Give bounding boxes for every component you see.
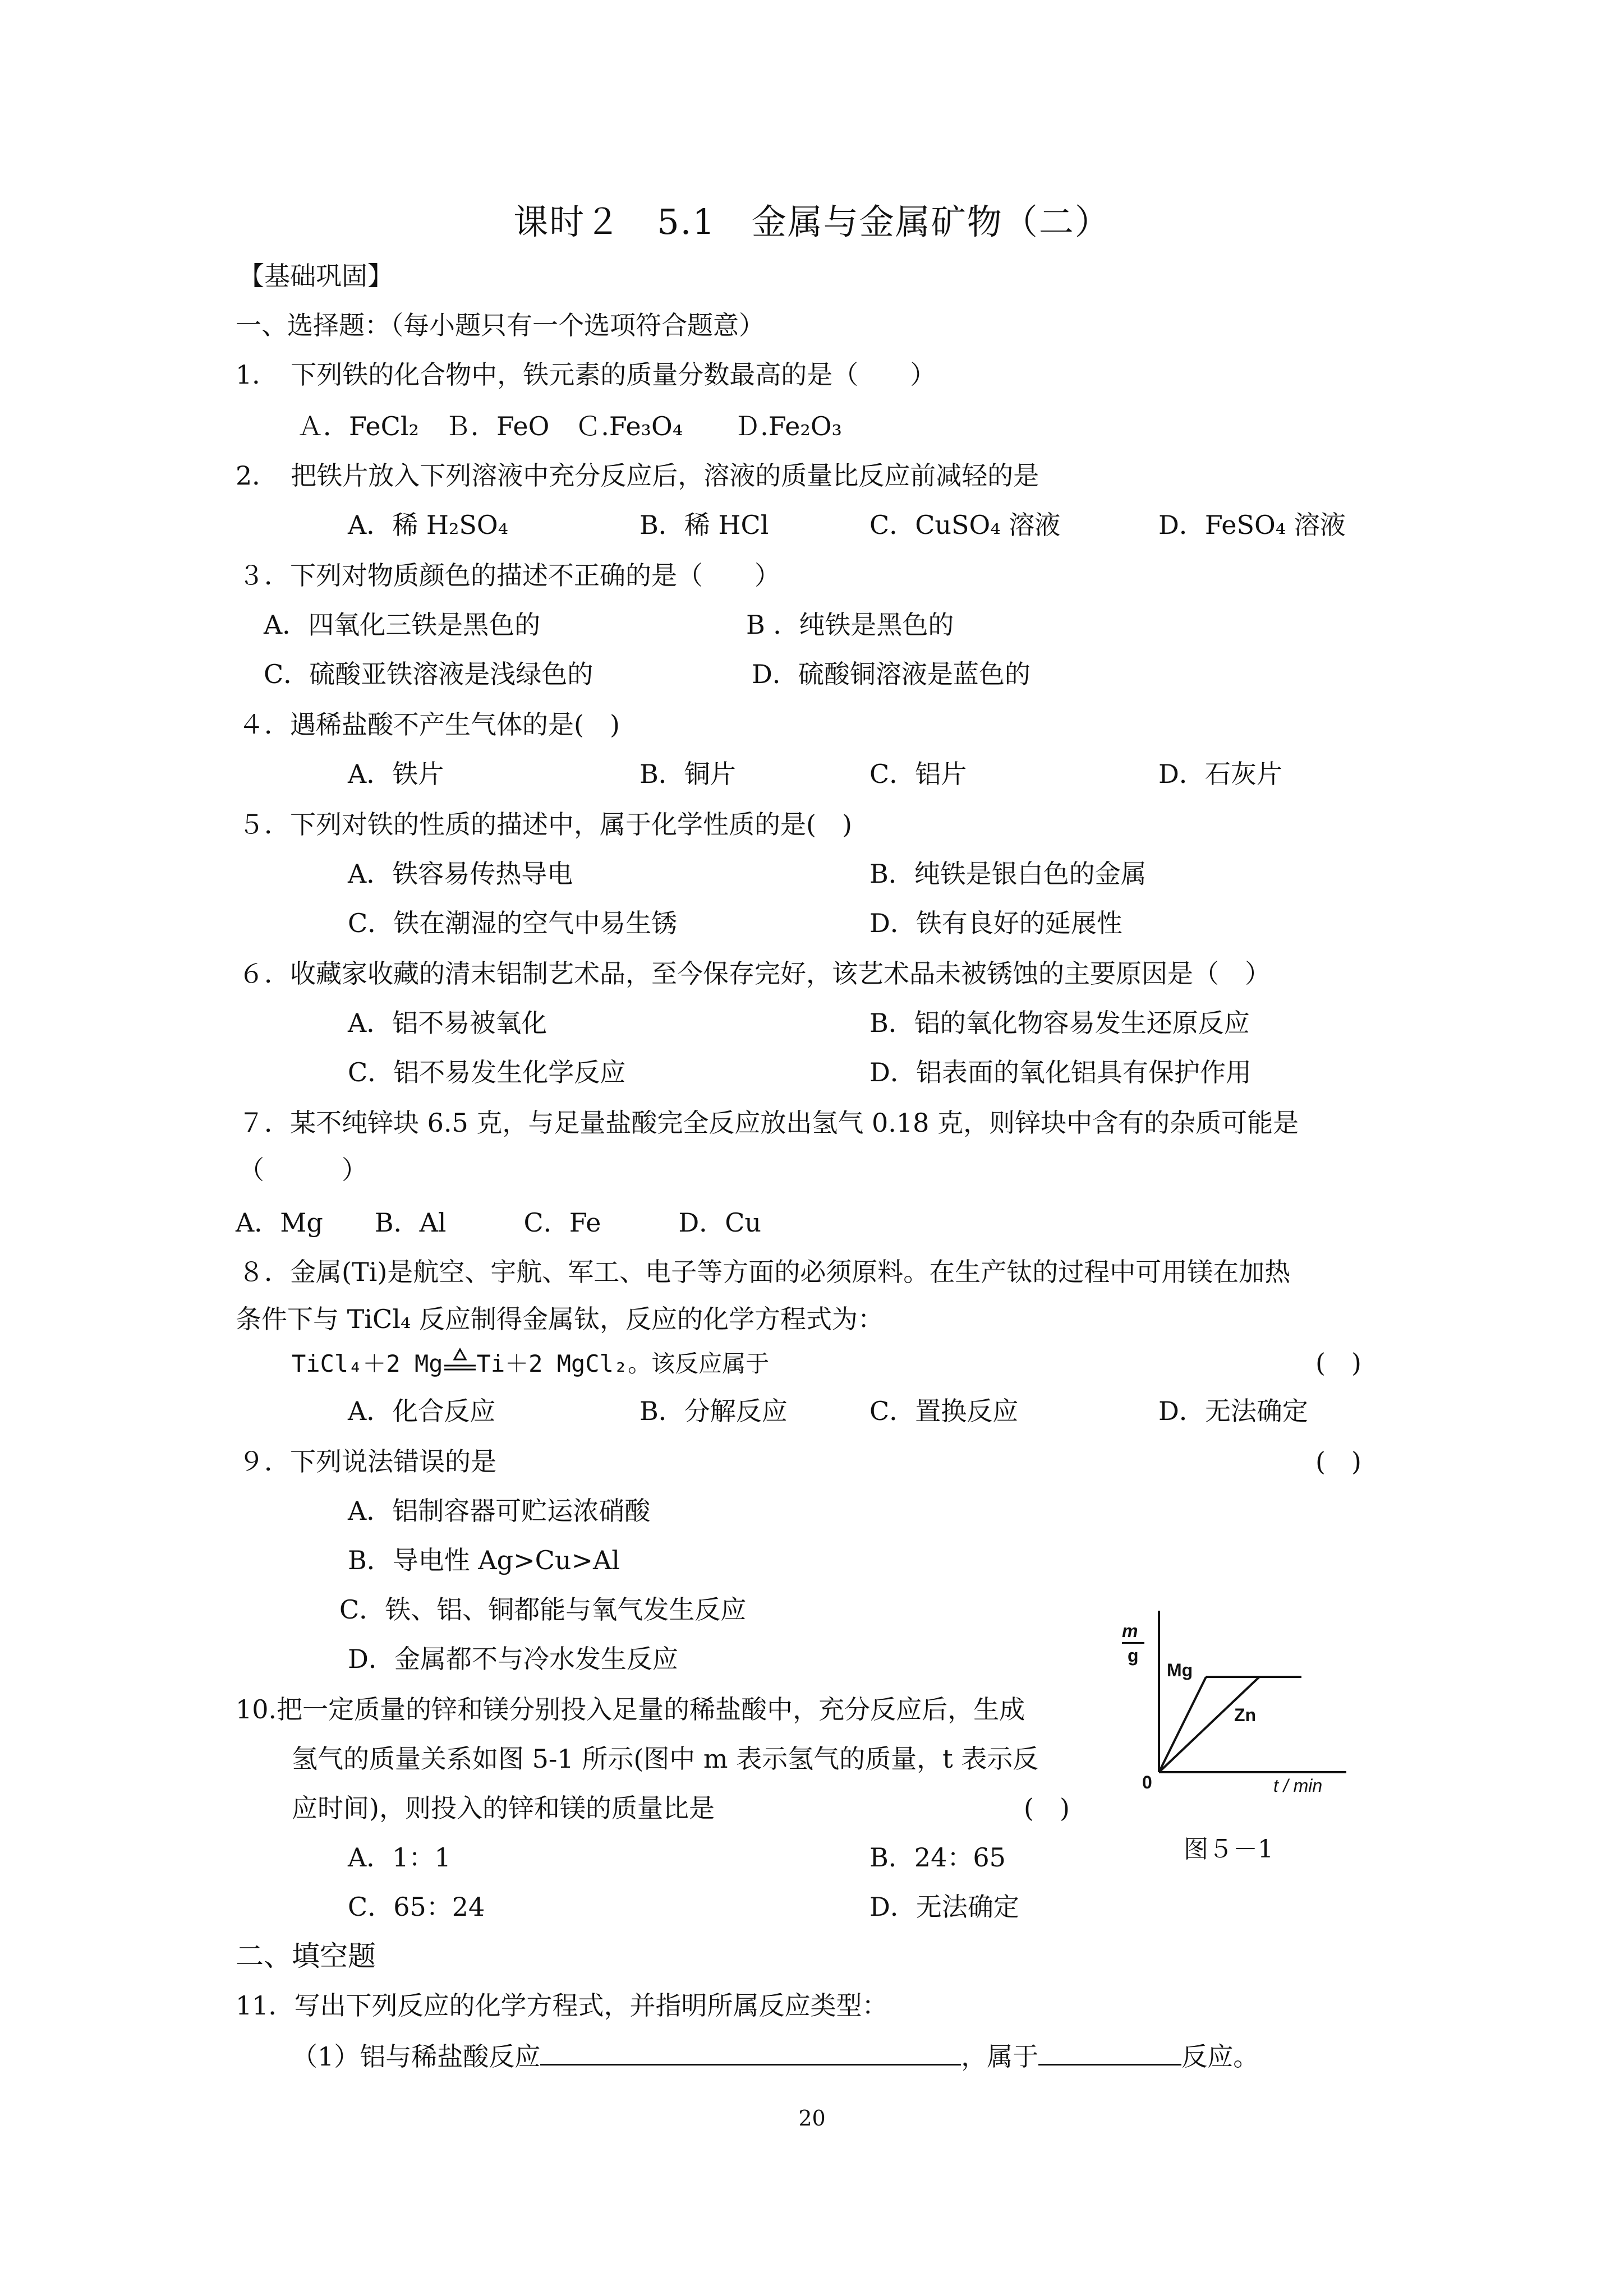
figure-caption: 图５－1 xyxy=(1184,1835,1273,1864)
q9-option-d: D．金属都不与冷水发生反应 xyxy=(348,1644,678,1674)
q5-option-b: B．纯铁是银白色的金属 xyxy=(869,859,1147,889)
q3-stem: ３．下列对物质颜色的描述不正确的是（ ） xyxy=(238,560,780,591)
q6-option-b: B．铝的氧化物容易发生还原反应 xyxy=(869,1008,1250,1038)
q6-option-c: C．铝不易发生化学反应 xyxy=(348,1057,626,1087)
y-label-bottom: g xyxy=(1128,1645,1139,1666)
q4-option-a: A．铁片 xyxy=(348,759,444,789)
heat-condition xyxy=(443,1347,477,1375)
q10-option-d: D．无法确定 xyxy=(869,1892,1019,1922)
q8-option-d: D．无法确定 xyxy=(1158,1396,1308,1426)
q9-paren: ( ) xyxy=(1315,1446,1361,1477)
q11-answer-type-blank[interactable] xyxy=(1038,2038,1181,2066)
q7-options: A．Mg B．Al C．Fe D．Cu xyxy=(236,1207,762,1238)
q8-paren: ( ) xyxy=(1315,1348,1361,1378)
q4-option-d: D．石灰片 xyxy=(1158,759,1282,789)
q5-option-a: A．铁容易传热导电 xyxy=(348,859,573,889)
q6-stem: ６．收藏家收藏的清末铝制艺术品，至今保存完好，该艺术品未被锈蚀的主要原因是（ ） xyxy=(238,958,1271,989)
figure-graph xyxy=(1122,1604,1358,1783)
q5-option-d: D．铁有良好的延展性 xyxy=(869,908,1122,938)
q8-stem-line1: ８．金属(Ti)是航空、宇航、军工、电子等方面的必须原料。在生产钛的过程中可用镁在加热 xyxy=(238,1257,1291,1287)
q10-option-c: C．65：24 xyxy=(348,1892,485,1922)
x-label: t / min xyxy=(1273,1776,1323,1796)
q3-option-d: D．硫酸铜溶液是蓝色的 xyxy=(752,659,1030,689)
q4-stem: ４．遇稀盐酸不产生气体的是( ) xyxy=(238,709,620,740)
q4-option-c: C．铝片 xyxy=(869,759,967,789)
q11-stem: 11．写出下列反应的化学方程式，并指明所属反应类型： xyxy=(236,1990,888,2021)
figure-5-1 xyxy=(1122,1604,1358,1823)
q9-option-b: B．导电性 Ag>Cu>Al xyxy=(348,1545,620,1575)
q5-stem: ５．下列对铁的性质的描述中，属于化学性质的是( ) xyxy=(238,809,852,840)
q8-stem-line2: 条件下与 TiCl₄ 反应制得金属钛，反应的化学方程式为： xyxy=(236,1304,884,1334)
q5-option-c: C．铁在潮湿的空气中易生锈 xyxy=(348,908,678,938)
q10-line1: 10.把一定质量的锌和镁分别投入足量的稀盐酸中，充分反应后，生成 xyxy=(236,1694,1025,1725)
q2-option-d: D．FeSO₄ 溶液 xyxy=(1158,510,1346,540)
q8-option-c: C．置换反应 xyxy=(869,1396,1019,1426)
section-choice: 一、选择题：（每小题只有一个选项符合题意） xyxy=(236,310,765,340)
q11-answer-equation-blank[interactable] xyxy=(540,2038,961,2066)
q8-option-a: A．化合反应 xyxy=(348,1396,496,1426)
y-label-divider xyxy=(1122,1642,1144,1644)
q2-option-b: B．稀 HCl xyxy=(640,510,769,540)
q2-option-a: A．稀 H₂SO₄ xyxy=(348,510,509,540)
q11-sub1-prefix: （1）铝与稀盐酸反应 xyxy=(292,2041,541,2072)
page-number: 20 xyxy=(798,2106,826,2131)
q11-sub1-suffix: 反应。 xyxy=(1181,2041,1259,2072)
q8-eq-right: Ti＋2 MgCl₂。该反应属于 xyxy=(476,1350,770,1377)
page-title: 课时２ 5.1 金属与金属矿物（二） xyxy=(513,201,1111,242)
q10-option-b: B．24：65 xyxy=(869,1842,1006,1873)
q10-paren: ( ) xyxy=(1024,1793,1070,1823)
q10-line3: 应时间)，则投入的锌和镁的质量比是 xyxy=(292,1793,715,1823)
q8-option-b: B．分解反应 xyxy=(640,1396,788,1426)
q10-line2: 氢气的质量关系如图 5-1 所示(图中 m 表示氢气的质量，t 表示反 xyxy=(292,1744,1039,1774)
section-fill: 二、填空题 xyxy=(236,1940,376,1972)
q11-sub1 xyxy=(292,2038,1259,2073)
origin-label: 0 xyxy=(1142,1772,1152,1792)
y-label-top: m xyxy=(1122,1621,1138,1641)
mg-curve xyxy=(1159,1677,1206,1772)
q2-option-c: C．CuSO₄ 溶液 xyxy=(869,510,1061,540)
q4-option-b: B．铜片 xyxy=(640,759,736,789)
q1-options: Ａ．FeCl₂ Ｂ．FeO Ｃ.Fe₃O₄ Ｄ.Fe₂O₃ xyxy=(297,411,842,441)
q2-stem: 2． 把铁片放入下列溶液中充分反应后，溶液的质量比反应前减轻的是 xyxy=(236,460,1039,491)
q10-option-a: A．1：1 xyxy=(348,1842,451,1873)
q9-option-c: C．铁、铝、铜都能与氧气发生反应 xyxy=(339,1594,747,1625)
q8-eq-left: TiCl₄＋2 Mg xyxy=(292,1350,443,1377)
q3-option-a: A．四氧化三铁是黑色的 xyxy=(264,610,541,640)
section-consolidation: 【基础巩固】 xyxy=(238,261,393,291)
q9-option-a: A．铝制容器可贮运浓硝酸 xyxy=(348,1496,651,1526)
q11-sub1-mid: ，属于 xyxy=(961,2041,1039,2072)
q8-equation xyxy=(292,1346,769,1381)
q3-option-c: C．硫酸亚铁溶液是浅绿色的 xyxy=(264,659,594,689)
q1-stem: 1． 下列铁的化合物中，铁元素的质量分数最高的是（ ） xyxy=(236,359,936,390)
zn-label: Zn xyxy=(1234,1705,1257,1725)
q7-stem: ７．某不纯锌块 6.5 克，与足量盐酸完全反应放出氢气 0.18 克，则锌块中含有的杂质可能是 xyxy=(238,1108,1299,1138)
q6-option-d: D．铝表面的氧化铝具有保护作用 xyxy=(869,1057,1252,1087)
q7-paren: （ ） xyxy=(238,1155,367,1185)
q6-option-a: A．铝不易被氧化 xyxy=(348,1008,548,1038)
mg-label: Mg xyxy=(1167,1660,1193,1680)
q9-stem: ９．下列说法错误的是 xyxy=(238,1446,496,1477)
q3-option-b: B ．纯铁是黑色的 xyxy=(746,610,954,640)
